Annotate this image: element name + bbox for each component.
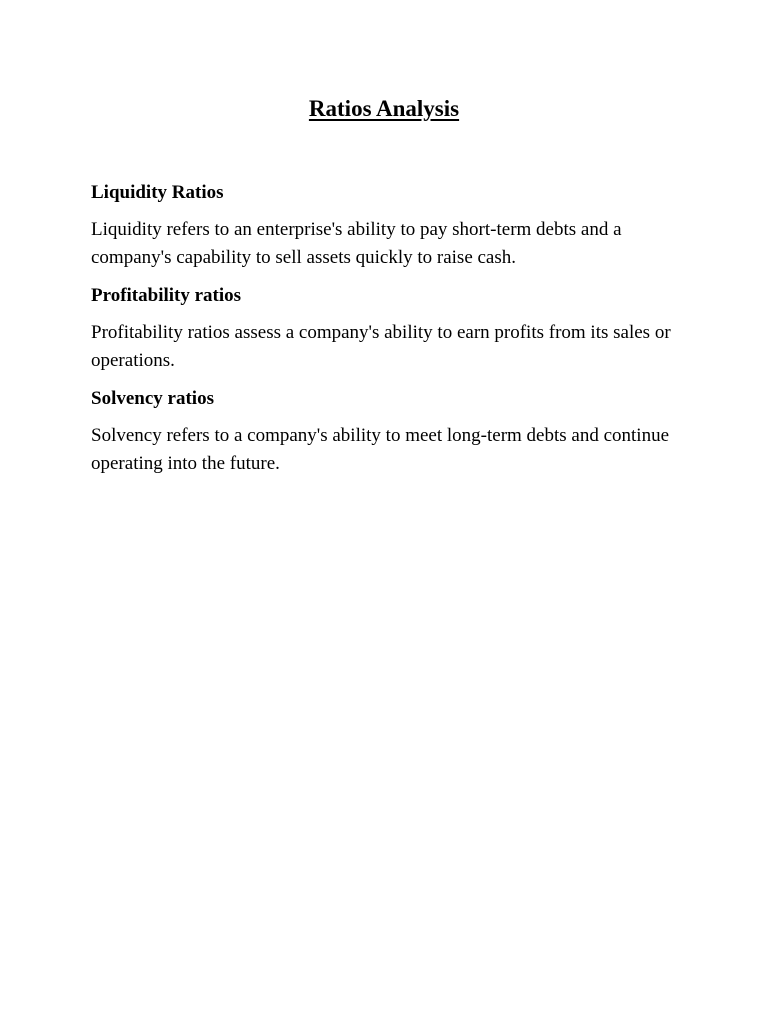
section-paragraph: Solvency refers to a company's ability to meet long-term debts and continue operating into the future. [91,425,670,474]
section-heading: Liquidity Ratios [91,182,224,203]
section-paragraph: Profitability ratios assess a company's ability to earn profits from its sales or operations. [91,322,671,371]
section-heading: Solvency ratios [91,388,214,409]
document-content [91,92,671,477]
section-paragraph: Liquidity refers to an enterprise's ability to pay short-term debts and a company's capability to sell assets quickly to raise cash. [91,219,622,268]
section-heading: Profitability ratios [91,285,242,306]
section-liquidity-ratios [91,181,671,271]
document-title: Ratios Analysis [308,96,460,121]
section-profitability-ratios [91,284,671,374]
section-solvency-ratios [91,387,671,477]
